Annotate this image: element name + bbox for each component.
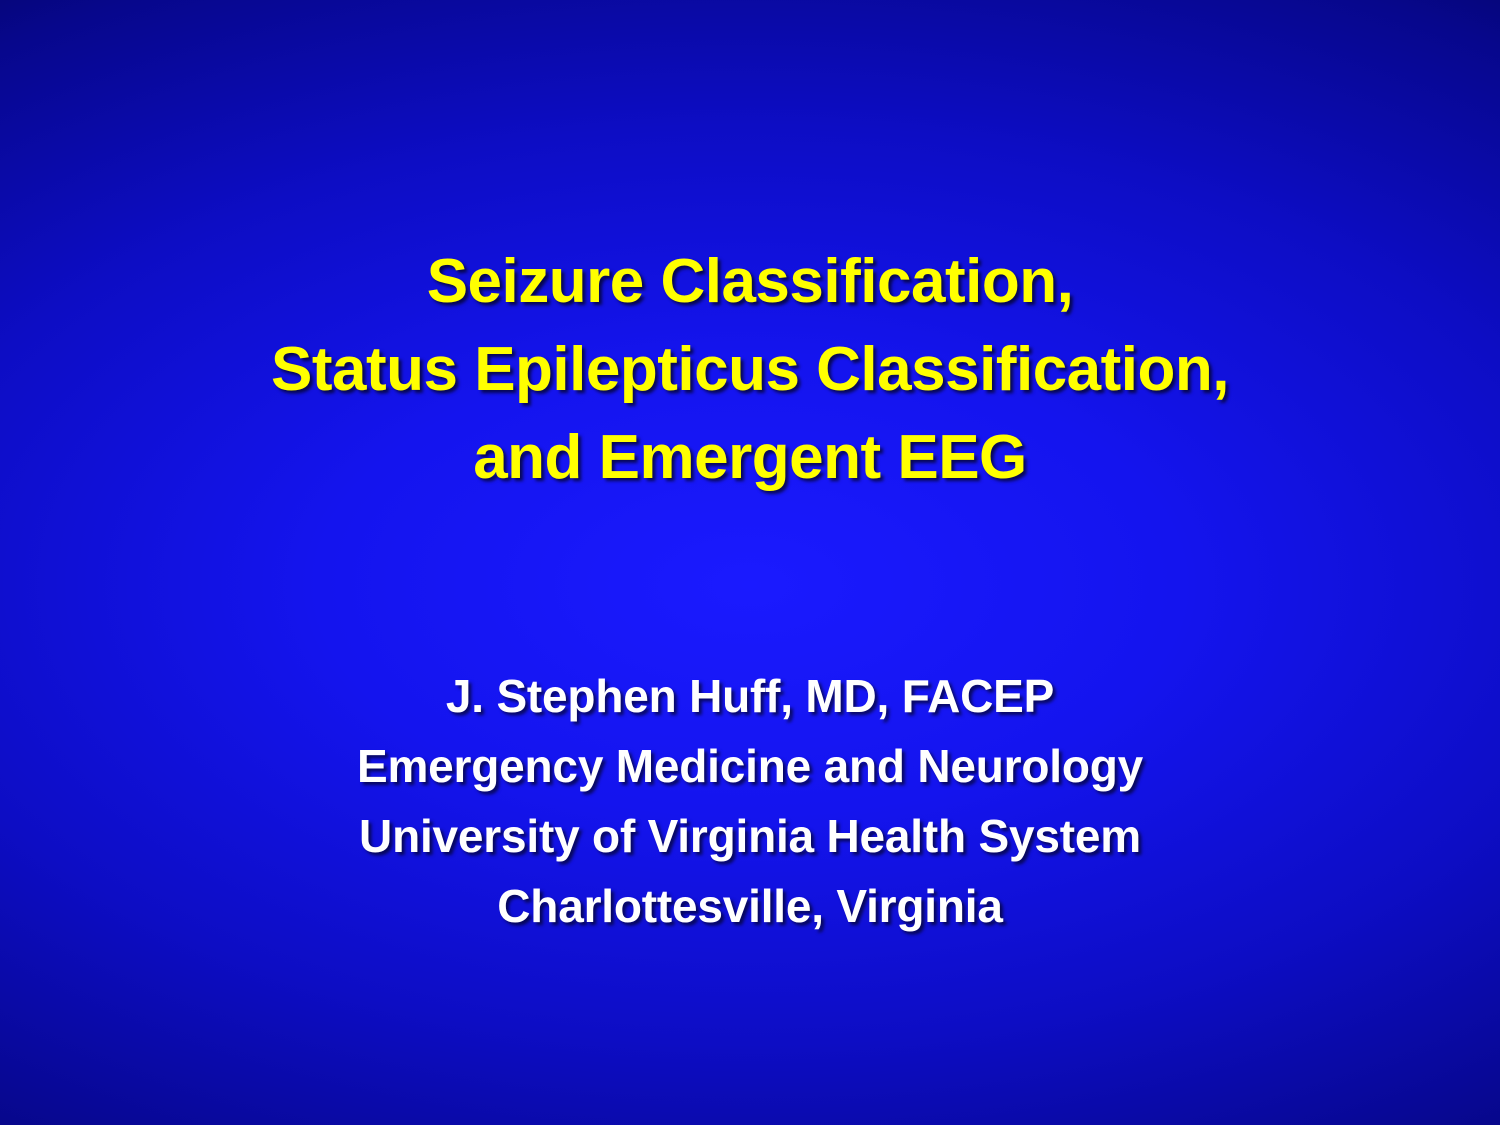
title-line-1: Seizure Classification, — [426, 247, 1074, 316]
byline-presenter-name: J. Stephen Huff, MD, FACEP — [445, 670, 1055, 722]
title-line-2: Status Epilepticus Classification, — [270, 335, 1230, 405]
byline-institution: University of Virginia Health System — [359, 809, 1141, 862]
byline-location: Charlottesville, Virginia — [497, 879, 1003, 932]
slide-title — [0, 238, 1500, 502]
slide-byline — [0, 662, 1500, 942]
title-line-3: and Emergent EEG — [473, 423, 1027, 493]
byline-department: Emergency Medicine and Neurology — [356, 739, 1144, 792]
